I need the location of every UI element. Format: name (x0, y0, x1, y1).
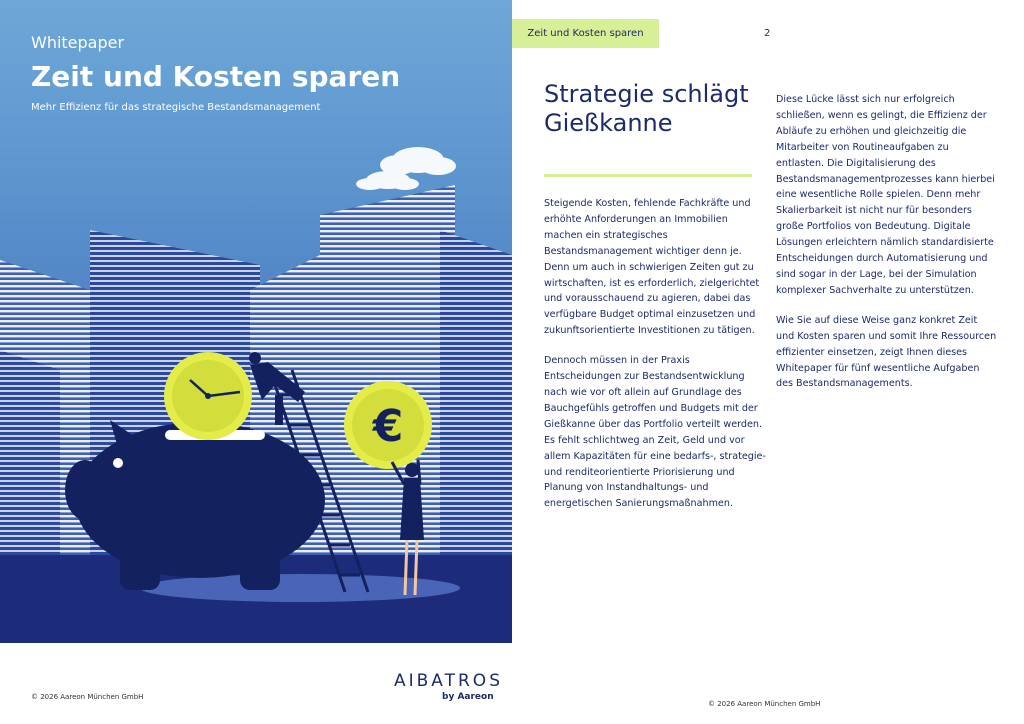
paragraph: Dennoch müssen in der Praxis Entscheidungen zur Bestandsentwicklung nach wie vor oft allein auf Grundlage des Bauchgefühls getroffen und Budgets mit der Gießkanne über das Portfolio verteilt werden. Es fehlt schlichtweg an Zeit, Geld und vor allem Kapazitäten für eine bedarfs-, strategie- und renditeorientierte Priorisierung und Planung von Instandhaltungs- und energetischen Sanierungsmaßnahmen. (544, 355, 766, 510)
article-heading: Strategie schlägt Gießkanne (544, 80, 749, 137)
footer-copyright-right: © 2026 Aareon München GmbH (708, 700, 821, 708)
text-column-1 (544, 196, 766, 526)
page-number: 2 (764, 28, 771, 39)
clock-coin-icon (164, 352, 252, 440)
aibatros-logo (394, 671, 504, 707)
euro-coin-icon (344, 381, 432, 469)
svg-text:€: € (372, 401, 404, 452)
cloud-icon (356, 147, 456, 190)
paragraph: Steigende Kosten, fehlende Fachkräfte und erhöhte Anforderungen an Immobilien machen ein strategisches Bestandsmanagement wichtiger denn je. Denn um auch in schwierigen Zeiten gut zu wirtschaften, ist es erforderlich, zielgerichtet und vorausschauend zu agieren, dabei das verfügbare Budget optimal einzusetzen und zukunftsorientierte Investitionen zu tätigen. (544, 198, 760, 337)
paragraph: Wie Sie auf diese Weise ganz konkret Zeit und Kosten sparen und somit Ihre Ressourcen effizienter einsetzen, zeigt Ihnen dieses Whitepaper für fünf wesentliche Aufgaben des Bestandsmanagements. (776, 314, 997, 390)
heading-underline (544, 174, 752, 177)
cover-label: Whitepaper (31, 33, 125, 52)
cover-illustration (0, 0, 512, 643)
paragraph: Diese Lücke lässt sich nur erfolgreich schließen, wenn es gelingt, die Effizienz der Abläufe zu erhöhen und gleichzeitig die Mitarbeiter von Routineaufgaben zu entlasten. Die Digitalisierung des Bestandsmanagementprozesses kann hierbei eine wesentliche Rolle spielen. Denn mehr Skalierbarkeit ist nicht nur für besonders große Portfolios von Bedeutung. Digitale Lösungen erleichtern nämlich standardisierte Entscheidungen durch Automatisierung und sind sogar in der Lage, bei der Simulation komplexer Sachverhalte zu unterstützen. (776, 94, 995, 296)
section-tag: Zeit und Kosten sparen (512, 19, 659, 48)
logo-sub-text: by Aareon (442, 692, 494, 702)
cover-title: Zeit und Kosten sparen (31, 60, 401, 93)
cover-page (0, 0, 512, 643)
cover-subtitle: Mehr Effizienz für das strategische Bestandsmanagement (31, 102, 321, 113)
logo-main-text: AIBATROS (394, 671, 503, 691)
text-column-2 (776, 92, 998, 406)
footer-copyright-left: © 2026 Aareon München GmbH (31, 693, 144, 701)
